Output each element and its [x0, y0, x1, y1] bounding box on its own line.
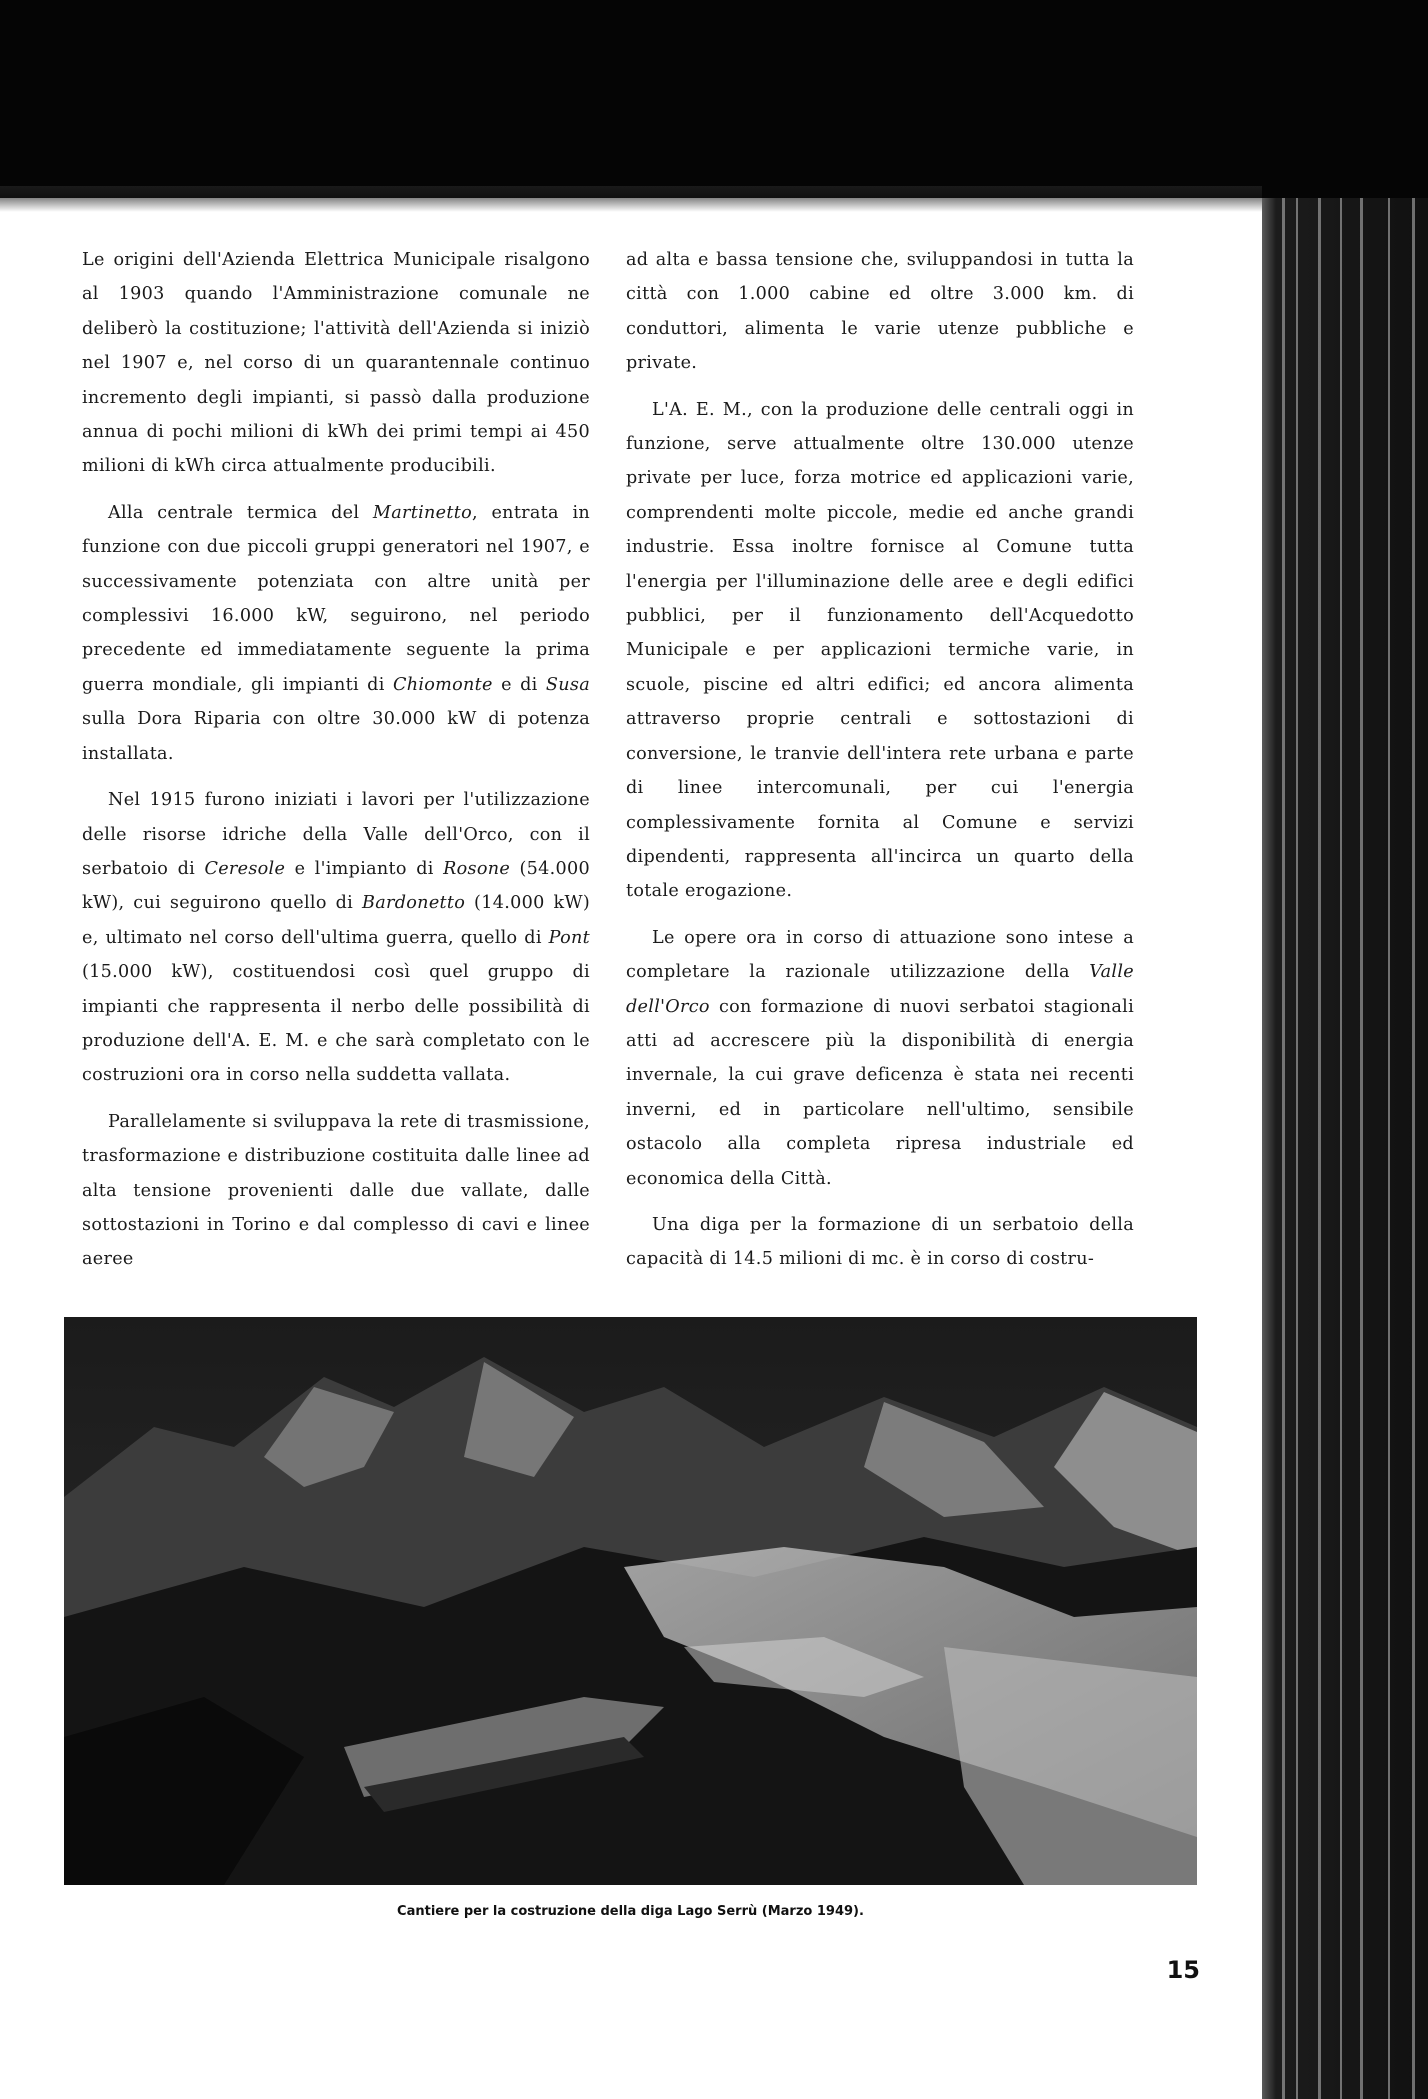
paragraph: Una diga per la formazione di un serbatoio della capacità di 14.5 milioni di mc. è in corso di costru-	[626, 1214, 1134, 1270]
mountain-dam-photo	[64, 1317, 1197, 1885]
paragraph: Le opere ora in corso di attuazione sono intese a completare la razionale utilizzazione della Valle dell'Orco con formazione di nuovi serbatoi stagionali atti ad accrescere più la disponibilità di energia invernale, la cui grave deficenza è stata nei recenti inverni, ed in particolare nell'ultimo, sensibile ostacolo alla completa ripresa industriale ed economica della Città.	[626, 927, 1134, 1189]
right-text-column	[626, 243, 1134, 1289]
paragraph: Alla centrale termica del Martinetto, entrata in funzione con due piccoli gruppi generatori nel 1907, e successivamente potenziata con altre unità per complessivi 16.000 kW, seguirono, nel periodo precedente ed immediatamente seguente la prima guerra mondiale, gli impianti di Chiomonte e di Susa sulla Dora Riparia con oltre 30.000 kW di potenza installata.	[82, 502, 590, 764]
paragraph: ad alta e bassa tensione che, sviluppandosi in tutta la città con 1.000 cabine ed oltre 3.000 km. di conduttori, alimenta le varie utenze pubbliche e private.	[626, 250, 1134, 374]
paragraph: L'A. E. M., con la produzione delle centrali oggi in funzione, serve attualmente oltre 130.000 utenze private per luce, forza motrice ed applicazioni varie, comprendenti molte piccole, medie ed anche grandi industrie. Essa inoltre fornisce al Comune tutta l'energia per l'illuminazione delle aree e degli edifici pubblici, per il funzionamento dell'Acquedotto Municipale e per applicazioni termiche varie, in scuole, piscine ed altri edifici; ed ancora alimenta attraverso proprie centrali e sottostazioni di conversione, le tranvie dell'intera rete urbana e parte di linee intercomunali, per cui l'energia complessivamente fornita al Comune e servizi dipendenti, rappresenta all'incirca un quarto della totale erogazione.	[626, 399, 1134, 902]
page-number: 15	[1166, 1956, 1200, 1984]
left-text-column	[82, 243, 590, 1289]
scan-top-dark-band	[0, 0, 1428, 198]
paragraph: Nel 1915 furono iniziati i lavori per l'utilizzazione delle risorse idriche della Valle dell'Orco, con il serbatoio di Ceresole e l'impianto di Rosone (54.000 kW), cui seguirono quello di Bardonetto (14.000 kW) e, ultimato nel corso dell'ultima guerra, quello di Pont (15.000 kW), costituendosi così quel gruppo di impianti che rappresenta il nerbo delle possibilità di produzione dell'A. E. M. e che sarà completato con le costruzioni ora in corso nella suddetta vallata.	[82, 790, 590, 1086]
figure-caption: Cantiere per la costruzione della diga Lago Serrù (Marzo 1949).	[397, 1904, 864, 1919]
paragraph: Parallelamente si sviluppava la rete di trasmissione, trasformazione e distribuzione costituita dalle linee ad alta tensione provenienti dalle due vallate, dalle sottostazioni in Torino e dal complesso di cavi e linee aeree	[82, 1111, 590, 1270]
paragraph: Le origini dell'Azienda Elettrica Municipale risalgono al 1903 quando l'Amministrazione comunale ne deliberò la costituzione; l'attività dell'Azienda si iniziò nel 1907 e, nel corso di un quarantennale continuo incremento degli impianti, si passò dalla produzione annua di pochi milioni di kWh dei primi tempi ai 450 milioni di kWh circa attualmente producibili.	[82, 250, 590, 477]
book-page-edges	[1262, 198, 1428, 2099]
